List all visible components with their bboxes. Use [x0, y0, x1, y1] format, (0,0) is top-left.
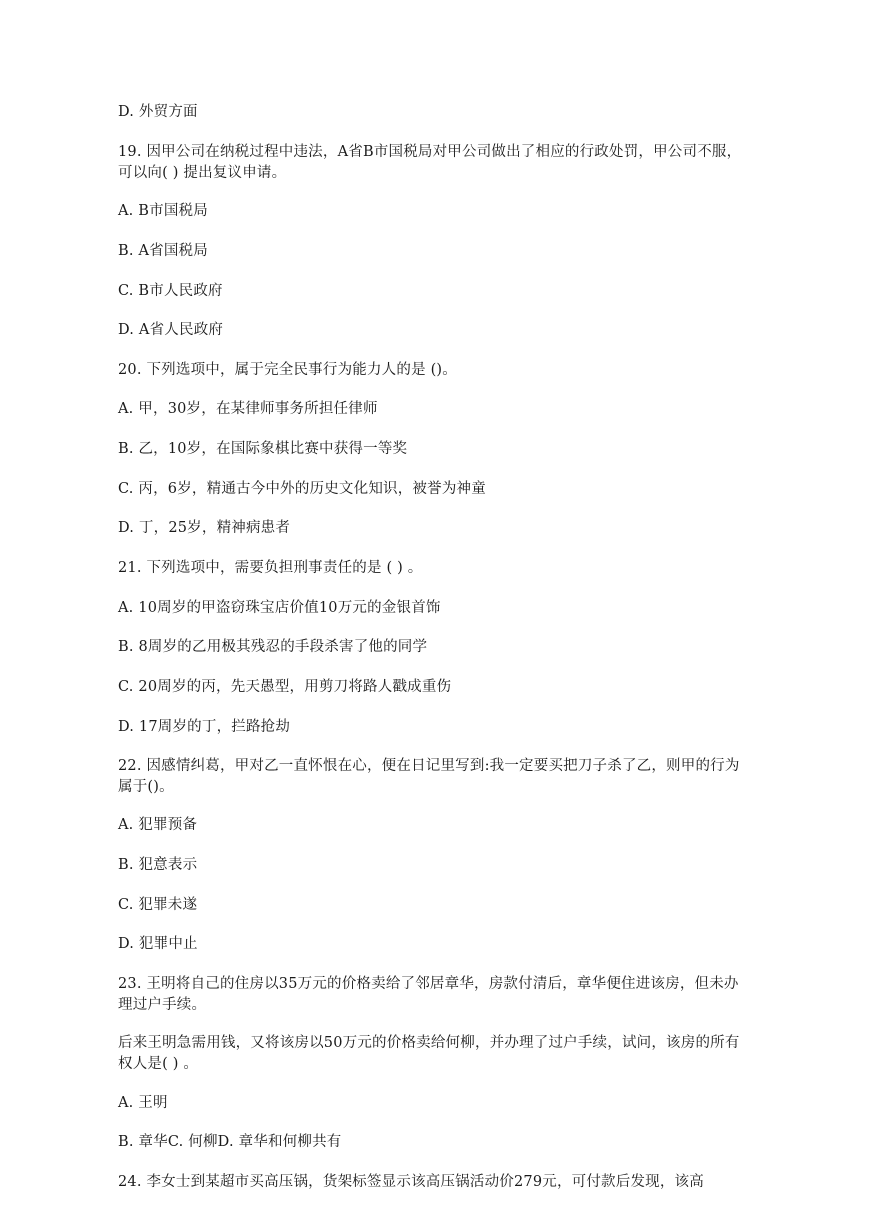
option-22-a: A. 犯罪预备: [118, 817, 198, 833]
question-23-continued: 后来王明急需用钱，又将该房以50万元的价格卖给何柳，并办理了过户手续，试问，该房的所有权人是( ) 。: [118, 1035, 740, 1072]
option-21-a: A. 10周岁的甲盗窃珠宝店价值10万元的金银首饰: [118, 600, 441, 616]
question-21: 21. 下列选项中，需要负担刑事责任的是 ( ) 。: [118, 560, 423, 576]
option-23-bcd: B. 章华C. 何柳D. 章华和何柳共有: [118, 1134, 342, 1150]
option-21-b: B. 8周岁的乙用极其残忍的手段杀害了他的同学: [118, 639, 428, 655]
option-22-b: B. 犯意表示: [118, 857, 198, 873]
option-19-b: B. A省国税局: [118, 243, 208, 259]
option-21-c: C. 20周岁的丙，先天愚型，用剪刀将路人戳成重伤: [118, 679, 452, 695]
question-23: 23. 王明将自己的住房以35万元的价格卖给了邻居章华，房款付清后，章华便住进该房，但未办理过户手续。: [118, 976, 739, 1013]
option-19-c: C. B市人民政府: [118, 283, 223, 299]
option-20-c: C. 丙，6岁，精通古今中外的历史文化知识，被誉为神童: [118, 481, 486, 497]
question-24: 24. 李女士到某超市买高压锅，货架标签显示该高压锅活动价279元，可付款后发现，该高: [118, 1174, 704, 1190]
option-22-d: D. 犯罪中止: [118, 936, 198, 952]
question-19: 19. 因甲公司在纳税过程中违法，A省B市国税局对甲公司做出了相应的行政处罚，甲公司不服，可以向( ) 提出复议申请。: [118, 144, 742, 181]
option-18-d: D. 外贸方面: [118, 104, 198, 120]
question-20: 20. 下列选项中，属于完全民事行为能力人的是 ()。: [118, 362, 457, 378]
option-19-a: A. B市国税局: [118, 203, 208, 219]
option-23-a: A. 王明: [118, 1095, 168, 1111]
option-21-d: D. 17周岁的丁，拦路抢劫: [118, 719, 291, 735]
option-20-b: B. 乙，10岁，在国际象棋比赛中获得一等奖: [118, 441, 408, 457]
option-20-a: A. 甲，30岁，在某律师事务所担任律师: [118, 401, 378, 417]
option-19-d: D. A省人民政府: [118, 322, 224, 338]
option-22-c: C. 犯罪未遂: [118, 897, 198, 913]
option-20-d: D. 丁，25岁，精神病患者: [118, 520, 291, 536]
question-22: 22. 因感情纠葛，甲对乙一直怀恨在心，便在日记里写到:我一定要买把刀子杀了乙，则甲的行为属于()。: [118, 758, 740, 795]
